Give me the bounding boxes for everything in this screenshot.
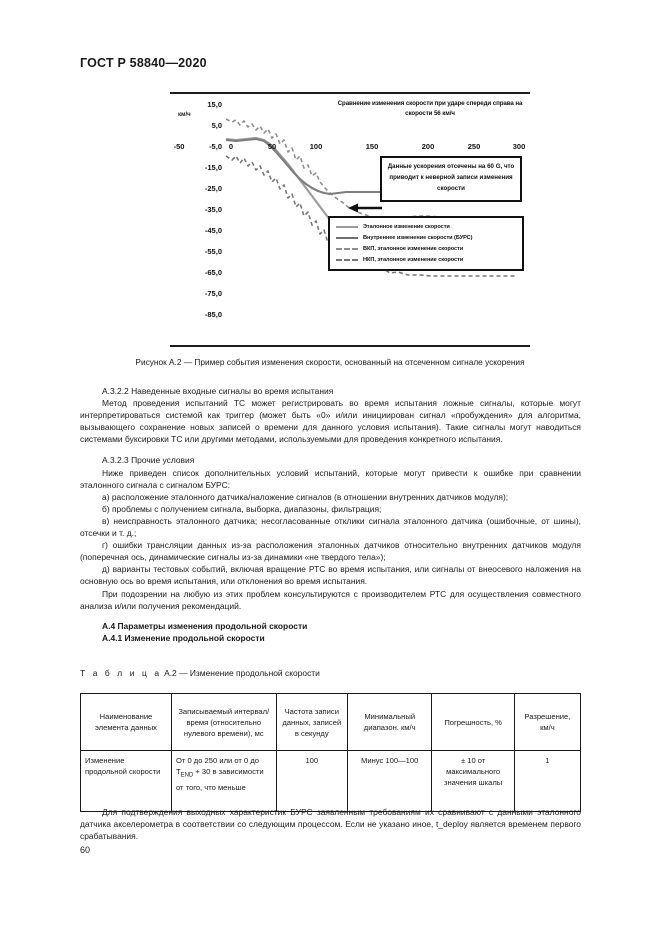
y-tick-2: -5,0 — [209, 142, 222, 151]
table-a2 — [80, 693, 581, 812]
x-tick-7: 300 — [512, 142, 526, 151]
cell-accuracy: ± 10 от максимального значения шкалы — [432, 751, 514, 812]
cell-rate: 100 — [276, 751, 347, 812]
y-tick-7: -55,0 — [204, 247, 222, 256]
heading-a-3-2-3: А.3.2.3 Прочие условия — [102, 455, 195, 466]
chart-title: Сравнение изменения скорости при ударе спереди справа на скорости 56 км/ч — [337, 100, 523, 117]
y-tick-0: 15,0 — [207, 100, 222, 109]
tail-text — [80, 806, 581, 842]
body-text — [80, 385, 581, 644]
legend-label-2: ВКП, эталонное изменение скорости — [363, 245, 464, 252]
heading-a-4-1: А.4.1 Изменение продольной скорости — [102, 632, 265, 643]
heading-a-4: А.4 Параметры изменения продольной скорости — [102, 620, 308, 631]
table-caption-text: А.2 — Изменение продольной скорости — [164, 668, 320, 678]
legend-swatch-line-icon — [336, 237, 358, 239]
chart-y-unit-label: км/ч — [178, 112, 191, 118]
x-tick-1: 0 — [228, 142, 234, 151]
legend-item-3 — [334, 254, 518, 265]
legend-swatch-line-icon — [336, 226, 358, 228]
chart-legend — [328, 216, 524, 271]
paragraph-final-note: При подозрении на любую из этих проблем консультируются с производителем РТС для осуществления совместного анализа и/или получения рекомендаций. — [80, 588, 581, 611]
x-tick-2: 50 — [267, 142, 277, 151]
y-tick-4: -25,0 — [204, 184, 222, 193]
figure-a2 — [170, 92, 530, 347]
cell-interval-part1: От 0 до 250 или от 0 до T — [175, 756, 259, 776]
cell-resolution: 1 — [514, 751, 580, 812]
table-row — [81, 751, 581, 812]
y-tick-9: -75,0 — [204, 289, 222, 298]
table-caption-label: Т а б л и ц а — [80, 668, 162, 678]
list-item-v: в) неисправность эталонного датчика; несогласованные отклики сигнала эталонного датчика (ошибочные, от шины), отсечки и т. д.; — [80, 515, 581, 539]
list-item-g: г) ошибки трансляции данных из-за расположения эталонных датчиков относительно внутренних датчиков модуля (поперечная ось, динамические сигналы из-за динамики «не твердого тела»); — [80, 540, 581, 563]
heading-a-3-2-2: А.3.2.2 Наведенные входные сигналы во время испытания — [102, 386, 334, 396]
table-header-row — [81, 694, 581, 751]
legend-label-3: НКП, эталонное изменение скорости — [363, 256, 464, 263]
legend-item-0 — [334, 221, 518, 232]
cell-range: Минус 100—100 — [347, 751, 432, 812]
callout-arrow-icon — [348, 201, 384, 215]
legend-label-1: Внутреннее изменение скорости (БУРС) — [363, 234, 473, 241]
legend-label-0: Эталонное изменение скорости — [363, 223, 450, 230]
list-item-b: б) проблемы с получением сигнала, выборка, диапазоны, фильтрация; — [102, 503, 382, 514]
page-header-standard: ГОСТ Р 58840—2020 — [80, 56, 207, 70]
chart-callout-note: Данные ускорения отсечены на 60 G, что приводит к неверной записи изменения скорости — [380, 156, 522, 202]
y-tick-10: -85,0 — [204, 310, 222, 319]
x-tick-0: -50 — [173, 142, 185, 151]
x-tick-6: 250 — [467, 142, 481, 151]
table-caption — [80, 668, 320, 678]
y-tick-8: -65,0 — [204, 268, 222, 277]
col-header-accuracy: Погрешность, % — [432, 694, 514, 751]
y-tick-6: -45,0 — [204, 226, 222, 235]
cell-interval — [171, 751, 276, 812]
list-item-a: а) расположение эталонного датчика/наложение сигналов (в отношении внутренних датчиков модуля); — [102, 491, 509, 502]
cell-interval-subscript: END — [180, 772, 194, 779]
col-header-interval: Записываемый интервал/ время (относительно нулевого времени), мс — [171, 694, 276, 751]
paragraph-tail: Для подтверждения выходных характеристик БУРС заявленным требованиям их сравнивают с данными эталонного датчика акселерометра в соответствии со следующим процессом. Если не указано иное, t_deploy является временем первого срабатывания. — [80, 807, 581, 842]
col-header-resolution: Разрешение, км/ч — [514, 694, 580, 751]
x-tick-4: 150 — [365, 142, 379, 151]
col-header-rate: Частота записи данных, записей в секунду — [276, 694, 347, 751]
y-tick-3: -15,0 — [204, 163, 222, 172]
paragraph-a-3-2-2: Метод проведения испытаний ТС может регистрировать во время испытания ложные сигналы, которые могут интерпретироваться системой как триггер (может быть «0» и/или инициирован сигнал «пробуждения» для алгоритма, вызывающего сохранение новых записей о времени для данного условия испытания). Такие сигналы могут наводиться системами буксировки ТС или другими методами, используемыми для проведения конкретного испытания. — [80, 398, 581, 445]
cell-element-name: Изменение продольной скорости — [81, 751, 172, 812]
cell-interval-part2: + 30 в зависимости от того, что меньше — [175, 767, 264, 792]
col-header-element-name: Наименование элемента данных — [81, 694, 172, 751]
legend-swatch-dashed-icon — [336, 259, 358, 261]
y-tick-1: 5,0 — [211, 121, 222, 130]
chart-velocity-change — [170, 92, 530, 347]
x-tick-3: 100 — [309, 142, 323, 151]
legend-item-2 — [334, 243, 518, 254]
paragraph-a-3-2-3: Ниже приведен список дополнительных условий испытаний, которые могут привести к ошибке при сравнении эталонного сигнала с сигналом БУРС: — [80, 467, 581, 490]
figure-caption: Рисунок А.2 — Пример события изменения скорости, основанный на отсеченном сигнале ускорения — [135, 357, 525, 367]
x-tick-5: 200 — [421, 142, 435, 151]
col-header-range: Минимальный диапазон. км/ч — [347, 694, 432, 751]
y-tick-5: -35,0 — [204, 205, 222, 214]
list-item-d: д) варианты тестовых событий, включая вращение РТС во время испытания, или сигналы от внеосевого наложения на основную ось во время испытания, или отклонения во время испытания. — [80, 564, 581, 587]
page-number: 60 — [80, 845, 91, 855]
legend-swatch-dashed-icon — [336, 248, 358, 250]
legend-item-1 — [334, 232, 518, 243]
